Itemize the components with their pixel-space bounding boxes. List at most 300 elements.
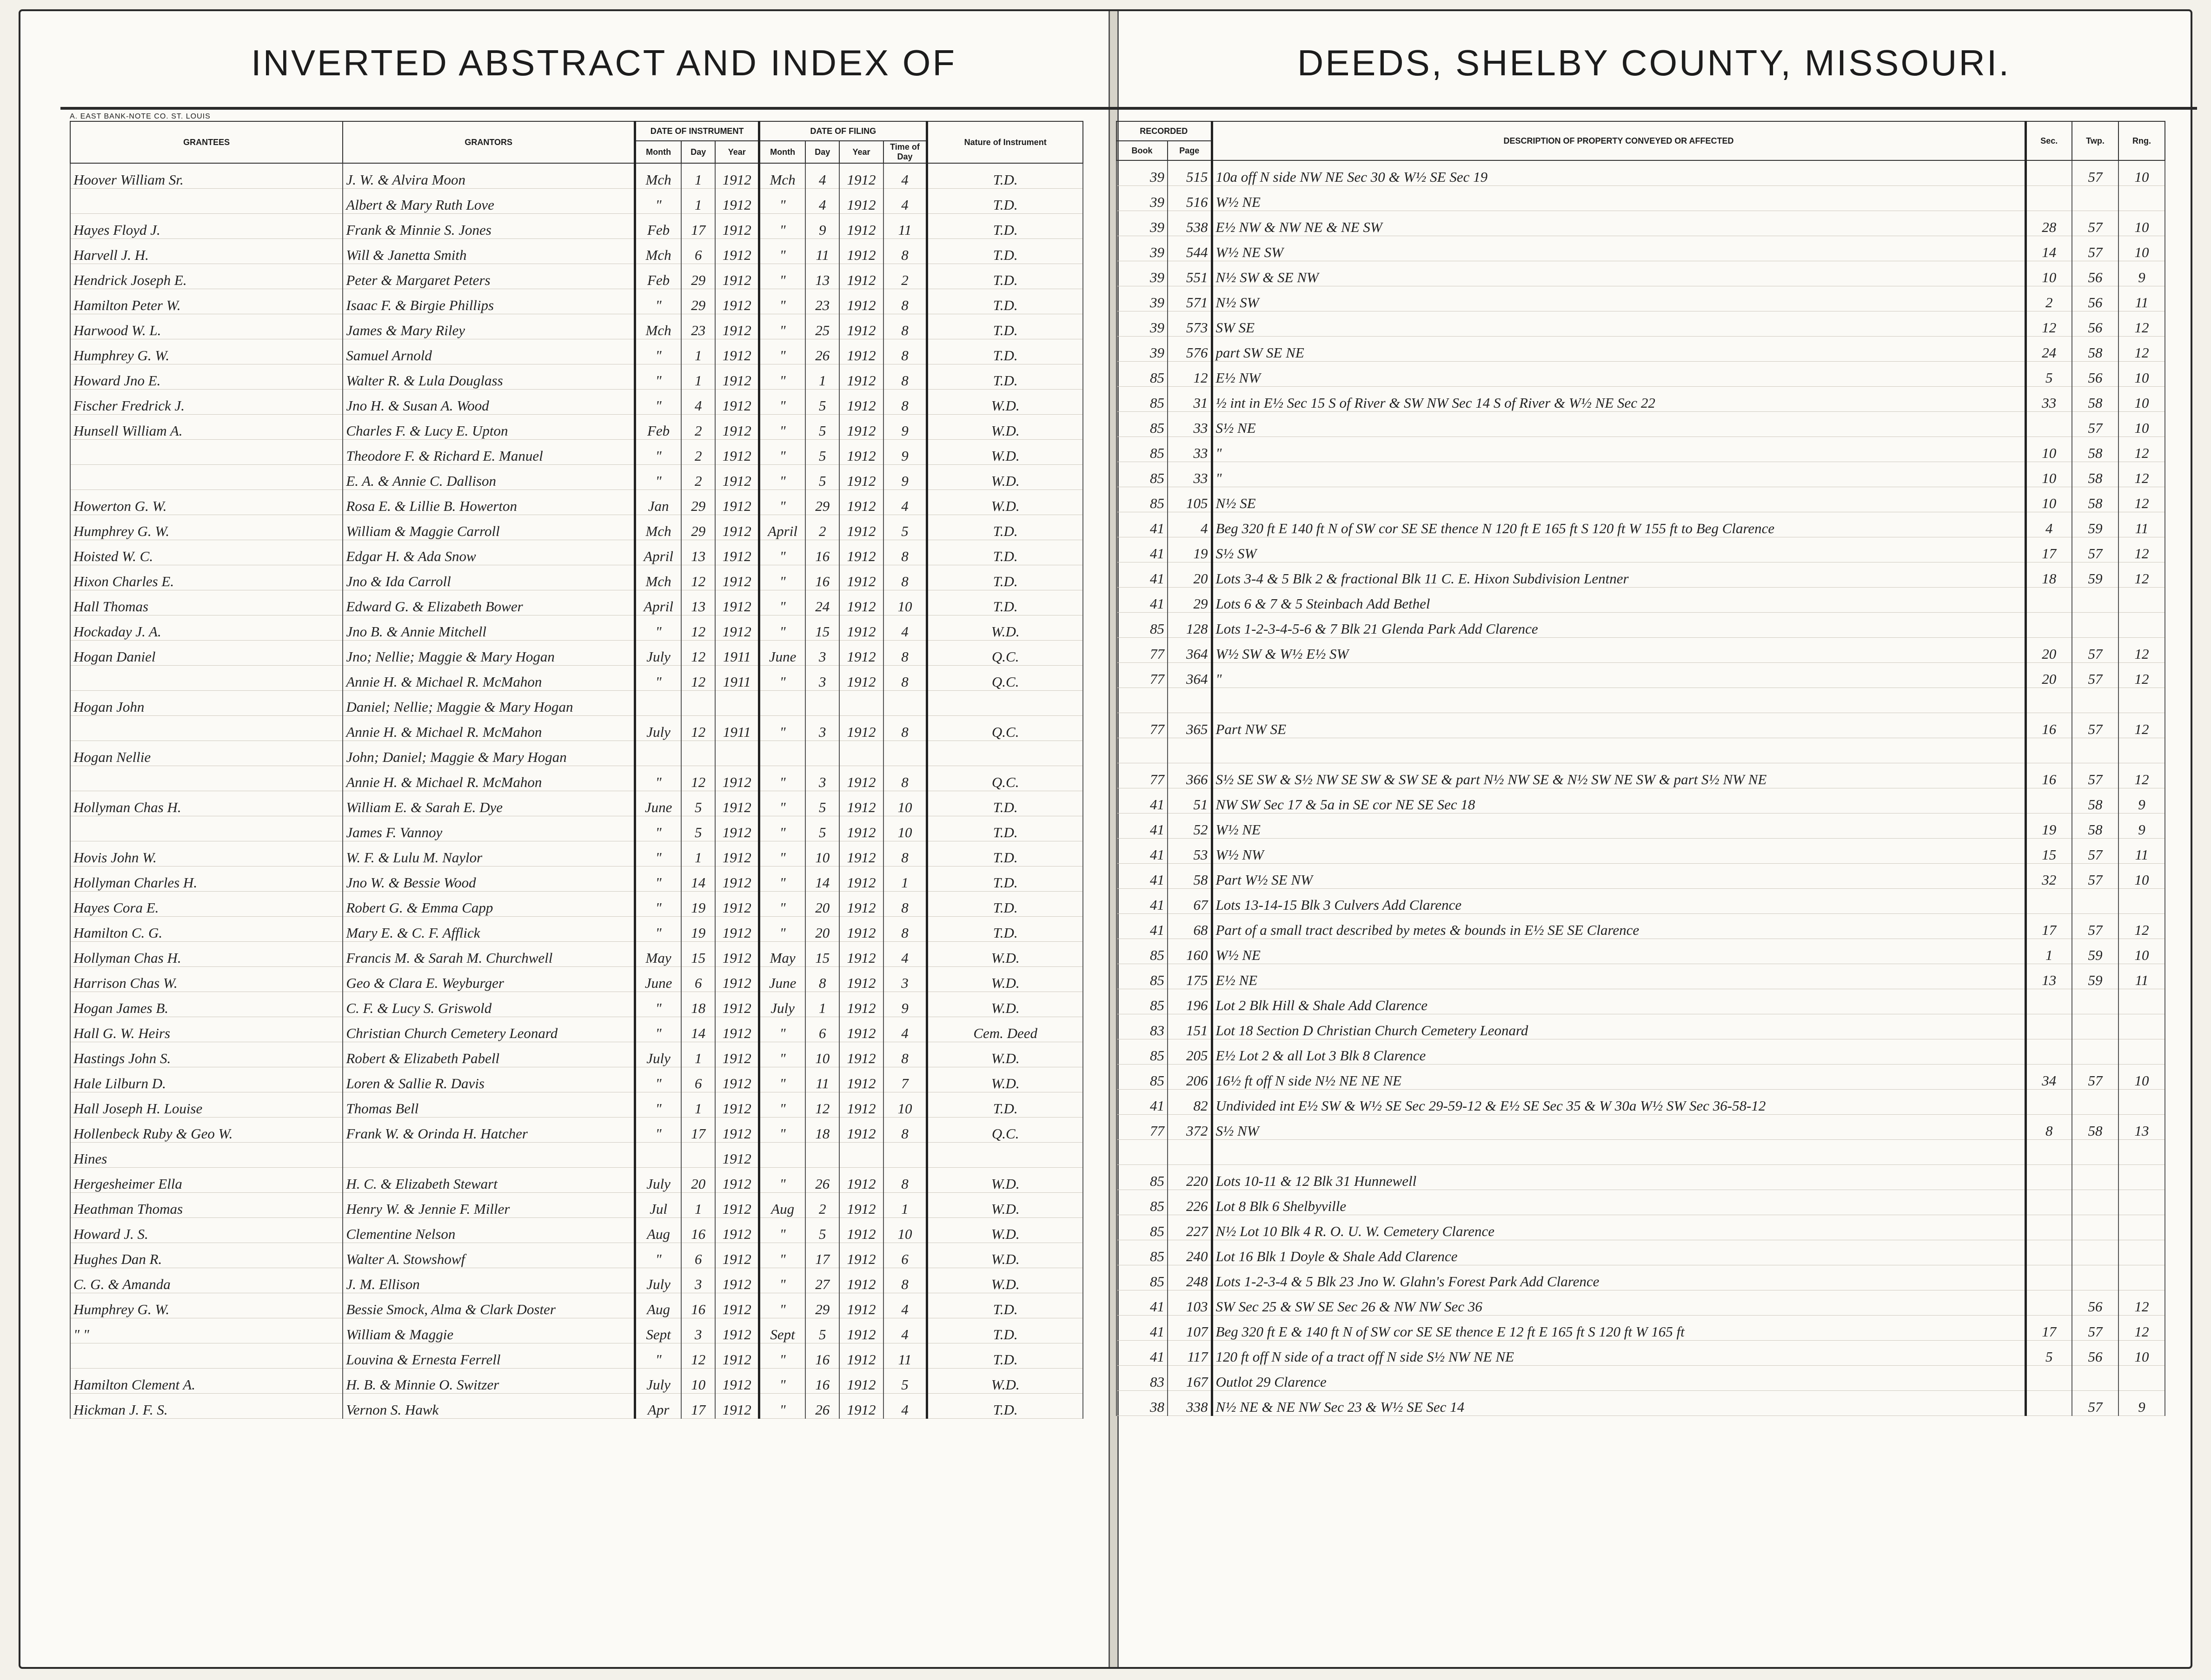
instrument-year-cell: 1912 [715,590,759,615]
book-cell: 77 [1116,663,1168,688]
nature-cell: T.D. [927,515,1083,540]
grantee-cell: Hoisted W. C. [70,540,343,565]
filing-day-cell: 11 [805,1067,839,1092]
instrument-day-cell: 1 [681,1193,715,1218]
filing-month-cell: " [759,1168,805,1193]
twp-cell: 57 [2072,1316,2118,1341]
col-description: DESCRIPTION OF PROPERTY CONVEYED OR AFFECTED [1212,121,2025,160]
description-cell: 10a off N side NW NE Sec 30 & W½ SE Sec 19 [1212,160,2025,186]
grantee-cell: Harwood W. L. [70,314,343,339]
twp-cell: 58 [2072,788,2118,814]
grantee-cell: Hollyman Chas H. [70,942,343,967]
left-ledger-row [70,189,1083,214]
rng-cell [2118,989,2165,1014]
instrument-day-cell: 15 [681,942,715,967]
grantor-cell: E. A. & Annie C. Dallison [343,465,635,490]
twp-cell: 57 [2072,638,2118,663]
filing-month-cell: " [759,540,805,565]
left-ledger-table [70,121,1083,1419]
filing-year-cell: 1912 [839,540,883,565]
filing-month-cell: " [759,390,805,415]
left-ledger-row [70,766,1083,791]
twp-cell: 57 [2072,1065,2118,1090]
right-ledger-row [1116,286,2165,311]
instrument-day-cell: 12 [681,1343,715,1369]
sec-cell [2025,1290,2072,1316]
sec-cell: 17 [2025,914,2072,939]
filing-day-cell: 10 [805,1042,839,1067]
grantor-cell: Peter & Margaret Peters [343,264,635,289]
nature-cell: T.D. [927,540,1083,565]
instrument-day-cell [681,691,715,716]
col-inst-day: Day [681,141,715,163]
right-ledger-row [1116,763,2165,788]
nature-cell: T.D. [927,816,1083,841]
time-of-day-cell: 8 [883,716,927,741]
grantor-cell: J. W. & Alvira Moon [343,163,635,189]
filing-year-cell: 1912 [839,992,883,1017]
twp-cell [2072,1366,2118,1391]
twp-cell: 57 [2072,211,2118,236]
twp-cell: 58 [2072,462,2118,487]
book-cell: 41 [1116,537,1168,562]
time-of-day-cell: 8 [883,1118,927,1143]
grantor-cell: Henry W. & Jennie F. Miller [343,1193,635,1218]
twp-cell [2072,186,2118,211]
instrument-year-cell: 1912 [715,1293,759,1318]
twp-cell: 57 [2072,160,2118,186]
twp-cell [2072,1039,2118,1065]
grantor-cell: Thomas Bell [343,1092,635,1118]
nature-cell: W.D. [927,390,1083,415]
filing-day-cell: 16 [805,540,839,565]
rng-cell: 9 [2118,788,2165,814]
rng-cell: 9 [2118,814,2165,839]
filing-day-cell: 4 [805,163,839,189]
filing-day-cell: 16 [805,565,839,590]
filing-year-cell: 1912 [839,766,883,791]
filing-month-cell: " [759,816,805,841]
rng-cell [2118,1215,2165,1240]
page-cell [1168,1140,1212,1165]
sec-cell [2025,1366,2072,1391]
sec-cell: 24 [2025,337,2072,362]
left-ledger-row [70,1243,1083,1268]
filing-month-cell: " [759,565,805,590]
filing-day-cell: 26 [805,339,839,364]
time-of-day-cell: 8 [883,892,927,917]
filing-year-cell: 1912 [839,189,883,214]
grantee-cell: Hixon Charles E. [70,565,343,590]
time-of-day-cell: 10 [883,791,927,816]
filing-month-cell: " [759,239,805,264]
right-ledger-row [1116,1140,2165,1165]
instrument-month-cell: " [635,1092,681,1118]
book-cell: 83 [1116,1014,1168,1039]
col-page: Page [1168,141,1212,160]
nature-cell: T.D. [927,892,1083,917]
instrument-year-cell: 1912 [715,766,759,791]
filing-month-cell: " [759,766,805,791]
filing-year-cell: 1912 [839,440,883,465]
instrument-month-cell: " [635,766,681,791]
left-ledger-row [70,816,1083,841]
instrument-day-cell: 29 [681,515,715,540]
instrument-day-cell: 19 [681,917,715,942]
description-cell: Lots 13-14-15 Blk 3 Culvers Add Clarence [1212,889,2025,914]
page-cell: 31 [1168,387,1212,412]
instrument-month-cell: " [635,440,681,465]
description-cell: E½ NW & NW NE & NE SW [1212,211,2025,236]
filing-year-cell: 1912 [839,892,883,917]
instrument-month-cell: Sept [635,1318,681,1343]
page-cell: 160 [1168,939,1212,964]
twp-cell [2072,1240,2118,1265]
filing-year-cell: 1912 [839,289,883,314]
rng-cell: 11 [2118,286,2165,311]
page-cell: 52 [1168,814,1212,839]
grantee-cell: Hickman J. F. S. [70,1394,343,1419]
twp-cell: 59 [2072,562,2118,588]
grantor-cell: Jno W. & Bessie Wood [343,866,635,892]
time-of-day-cell: 10 [883,816,927,841]
filing-year-cell: 1912 [839,1293,883,1318]
description-cell: E½ NE [1212,964,2025,989]
right-ledger-row [1116,160,2165,186]
left-ledger-row [70,239,1083,264]
page-cell: 576 [1168,337,1212,362]
twp-cell [2072,989,2118,1014]
instrument-month-cell [635,691,681,716]
twp-cell [2072,588,2118,613]
description-cell: W½ NW [1212,839,2025,864]
nature-cell: W.D. [927,1243,1083,1268]
book-cell: 85 [1116,1165,1168,1190]
grantor-cell: Robert G. & Emma Capp [343,892,635,917]
filing-month-cell [759,691,805,716]
filing-day-cell: 6 [805,1017,839,1042]
nature-cell: T.D. [927,1394,1083,1419]
instrument-month-cell: Feb [635,415,681,440]
instrument-month-cell: Aug [635,1218,681,1243]
rng-cell: 11 [2118,839,2165,864]
right-ledger-row [1116,713,2165,738]
page-cell: 51 [1168,788,1212,814]
left-ledger-row [70,917,1083,942]
description-cell: W½ SW & W½ E½ SW [1212,638,2025,663]
description-cell: E½ Lot 2 & all Lot 3 Blk 8 Clarence [1212,1039,2025,1065]
description-cell: Lot 18 Section D Christian Church Cemetery Leonard [1212,1014,2025,1039]
rng-cell: 12 [2118,487,2165,512]
grantor-cell: Edgar H. & Ada Snow [343,540,635,565]
filing-day-cell: 15 [805,942,839,967]
instrument-month-cell [635,741,681,766]
grantee-cell: Hogan Nellie [70,741,343,766]
rng-cell: 10 [2118,236,2165,261]
filing-month-cell: " [759,490,805,515]
nature-cell [927,741,1083,766]
right-ledger-row [1116,1265,2165,1290]
instrument-year-cell: 1912 [715,415,759,440]
instrument-day-cell: 14 [681,866,715,892]
filing-year-cell: 1912 [839,1318,883,1343]
time-of-day-cell: 4 [883,1293,927,1318]
filing-day-cell: 2 [805,515,839,540]
grantor-cell: Jno H. & Susan A. Wood [343,390,635,415]
page-cell: 117 [1168,1341,1212,1366]
filing-year-cell: 1912 [839,415,883,440]
description-cell [1212,688,2025,713]
instrument-day-cell: 12 [681,565,715,590]
time-of-day-cell: 9 [883,440,927,465]
sec-cell: 4 [2025,512,2072,537]
filing-month-cell: " [759,1343,805,1369]
instrument-month-cell: April [635,590,681,615]
right-ledger-table [1116,121,2165,1416]
time-of-day-cell: 1 [883,866,927,892]
filing-year-cell [839,741,883,766]
filing-month-cell: " [759,1293,805,1318]
filing-day-cell: 20 [805,892,839,917]
filing-year-cell: 1912 [839,841,883,866]
instrument-day-cell: 17 [681,1118,715,1143]
rng-cell: 12 [2118,337,2165,362]
filing-month-cell: " [759,841,805,866]
right-ledger-row [1116,1115,2165,1140]
left-ledger-row [70,289,1083,314]
instrument-month-cell: " [635,1017,681,1042]
grantor-cell: Clementine Nelson [343,1218,635,1243]
nature-cell: T.D. [927,1343,1083,1369]
time-of-day-cell: 4 [883,942,927,967]
description-cell: S½ SW [1212,537,2025,562]
filing-month-cell: " [759,1042,805,1067]
instrument-year-cell [715,741,759,766]
col-rng: Rng. [2118,121,2165,160]
nature-cell: T.D. [927,289,1083,314]
instrument-year-cell: 1912 [715,339,759,364]
filing-year-cell: 1912 [839,1042,883,1067]
left-ledger-row [70,1268,1083,1293]
instrument-month-cell: July [635,1042,681,1067]
left-ledger-row [70,1168,1083,1193]
nature-cell: W.D. [927,942,1083,967]
book-cell: 39 [1116,311,1168,337]
left-ledger-row [70,390,1083,415]
instrument-day-cell: 1 [681,339,715,364]
page-cell: 29 [1168,588,1212,613]
nature-cell: Q.C. [927,766,1083,791]
book-cell: 77 [1116,1115,1168,1140]
grantee-cell: Hunsell William A. [70,415,343,440]
nature-cell: Q.C. [927,641,1083,666]
right-ledger-row [1116,537,2165,562]
right-ledger-row [1116,1065,2165,1090]
sec-cell: 5 [2025,362,2072,387]
twp-cell [2072,1265,2118,1290]
filing-day-cell: 3 [805,766,839,791]
description-cell: Lots 1-2-3-4-5-6 & 7 Blk 21 Glenda Park Add Clarence [1212,613,2025,638]
instrument-month-cell: June [635,967,681,992]
description-cell: SW SE [1212,311,2025,337]
grantee-cell: Hergesheimer Ella [70,1168,343,1193]
filing-month-cell: " [759,1218,805,1243]
sec-cell: 16 [2025,763,2072,788]
col-grantors: GRANTORS [343,121,635,163]
filing-day-cell: 5 [805,440,839,465]
right-ledger-row [1116,839,2165,864]
description-cell: Part NW SE [1212,713,2025,738]
page-cell: 544 [1168,236,1212,261]
nature-cell: T.D. [927,214,1083,239]
left-ledger-row [70,1092,1083,1118]
rng-cell: 10 [2118,1065,2165,1090]
book-cell: 41 [1116,864,1168,889]
page-cell: 19 [1168,537,1212,562]
book-cell: 85 [1116,1190,1168,1215]
nature-cell: T.D. [927,917,1083,942]
page-cell: 364 [1168,663,1212,688]
instrument-year-cell: 1912 [715,841,759,866]
instrument-month-cell: July [635,1168,681,1193]
sec-cell: 12 [2025,311,2072,337]
rng-cell: 9 [2118,1391,2165,1416]
rng-cell [2118,889,2165,914]
page-cell: 372 [1168,1115,1212,1140]
instrument-year-cell: 1911 [715,666,759,691]
left-ledger-row [70,992,1083,1017]
filing-day-cell: 20 [805,917,839,942]
book-cell: 41 [1116,1341,1168,1366]
sec-cell: 32 [2025,864,2072,889]
printer-imprint: A. EAST BANK-NOTE CO. ST. LOUIS [70,112,211,120]
description-cell: ½ int in E½ Sec 15 S of River & SW NW Sec 14 S of River & W½ NE Sec 22 [1212,387,2025,412]
filing-year-cell: 1912 [839,666,883,691]
twp-cell [2072,1140,2118,1165]
description-cell: " [1212,462,2025,487]
nature-cell: W.D. [927,1067,1083,1092]
right-ledger-body [1116,160,2165,1416]
left-ledger-row [70,214,1083,239]
nature-cell: W.D. [927,1369,1083,1394]
filing-year-cell: 1912 [839,866,883,892]
sec-cell: 8 [2025,1115,2072,1140]
nature-cell: Q.C. [927,1118,1083,1143]
sec-cell: 10 [2025,261,2072,286]
filing-month-cell: " [759,1067,805,1092]
time-of-day-cell: 4 [883,163,927,189]
sec-cell [2025,1265,2072,1290]
rng-cell: 12 [2118,713,2165,738]
filing-day-cell: 5 [805,816,839,841]
time-of-day-cell: 8 [883,565,927,590]
left-ledger-row [70,565,1083,590]
instrument-year-cell: 1912 [715,1218,759,1243]
instrument-year-cell: 1912 [715,1092,759,1118]
time-of-day-cell: 3 [883,967,927,992]
book-cell: 39 [1116,211,1168,236]
book-cell: 85 [1116,437,1168,462]
filing-month-cell: Aug [759,1193,805,1218]
sec-cell [2025,1039,2072,1065]
filing-year-cell: 1912 [839,163,883,189]
filing-year-cell: 1912 [839,1343,883,1369]
grantee-cell [70,440,343,465]
right-ledger-row [1116,562,2165,588]
sec-cell [2025,738,2072,763]
book-cell: 85 [1116,1039,1168,1065]
instrument-month-cell: Aug [635,1293,681,1318]
twp-cell: 57 [2072,839,2118,864]
instrument-year-cell: 1912 [715,289,759,314]
instrument-month-cell: May [635,942,681,967]
sec-cell: 17 [2025,1316,2072,1341]
sec-cell: 19 [2025,814,2072,839]
time-of-day-cell: 7 [883,1067,927,1092]
twp-cell: 57 [2072,763,2118,788]
right-ledger-row [1116,387,2165,412]
sec-cell [2025,588,2072,613]
book-cell: 39 [1116,160,1168,186]
filing-year-cell: 1912 [839,1017,883,1042]
grantee-cell [70,1343,343,1369]
filing-month-cell: " [759,339,805,364]
instrument-year-cell: 1911 [715,641,759,666]
grantor-cell: H. B. & Minnie O. Switzer [343,1369,635,1394]
instrument-month-cell: Feb [635,214,681,239]
instrument-month-cell: Mch [635,515,681,540]
left-ledger-row [70,1369,1083,1394]
filing-day-cell: 15 [805,615,839,641]
instrument-year-cell: 1912 [715,565,759,590]
sec-cell [2025,1215,2072,1240]
sec-cell: 10 [2025,437,2072,462]
sec-cell [2025,688,2072,713]
time-of-day-cell [883,691,927,716]
instrument-day-cell: 29 [681,490,715,515]
page-cell: 128 [1168,613,1212,638]
grantor-cell: Annie H. & Michael R. McMahon [343,766,635,791]
instrument-year-cell: 1912 [715,791,759,816]
filing-year-cell: 1912 [839,390,883,415]
description-cell: Lots 1-2-3-4 & 5 Blk 23 Jno W. Glahn's Forest Park Add Clarence [1212,1265,2025,1290]
left-ledger-row [70,163,1083,189]
twp-cell [2072,688,2118,713]
grantee-cell: Howerton G. W. [70,490,343,515]
instrument-day-cell: 14 [681,1017,715,1042]
page-cell: 107 [1168,1316,1212,1341]
grantee-cell: Hayes Floyd J. [70,214,343,239]
instrument-month-cell: April [635,540,681,565]
filing-year-cell [839,1143,883,1168]
instrument-month-cell: " [635,992,681,1017]
instrument-day-cell: 6 [681,967,715,992]
time-of-day-cell: 10 [883,1218,927,1243]
right-ledger-row [1116,688,2165,713]
nature-cell: T.D. [927,565,1083,590]
page-cell: 196 [1168,989,1212,1014]
filing-year-cell: 1912 [839,490,883,515]
description-cell: " [1212,663,2025,688]
description-cell: N½ SE [1212,487,2025,512]
filing-year-cell: 1912 [839,314,883,339]
rng-cell: 10 [2118,211,2165,236]
filing-day-cell: 5 [805,1318,839,1343]
book-cell: 85 [1116,1265,1168,1290]
instrument-year-cell: 1912 [715,1394,759,1419]
filing-month-cell [759,741,805,766]
grantee-cell: Hayes Cora E. [70,892,343,917]
